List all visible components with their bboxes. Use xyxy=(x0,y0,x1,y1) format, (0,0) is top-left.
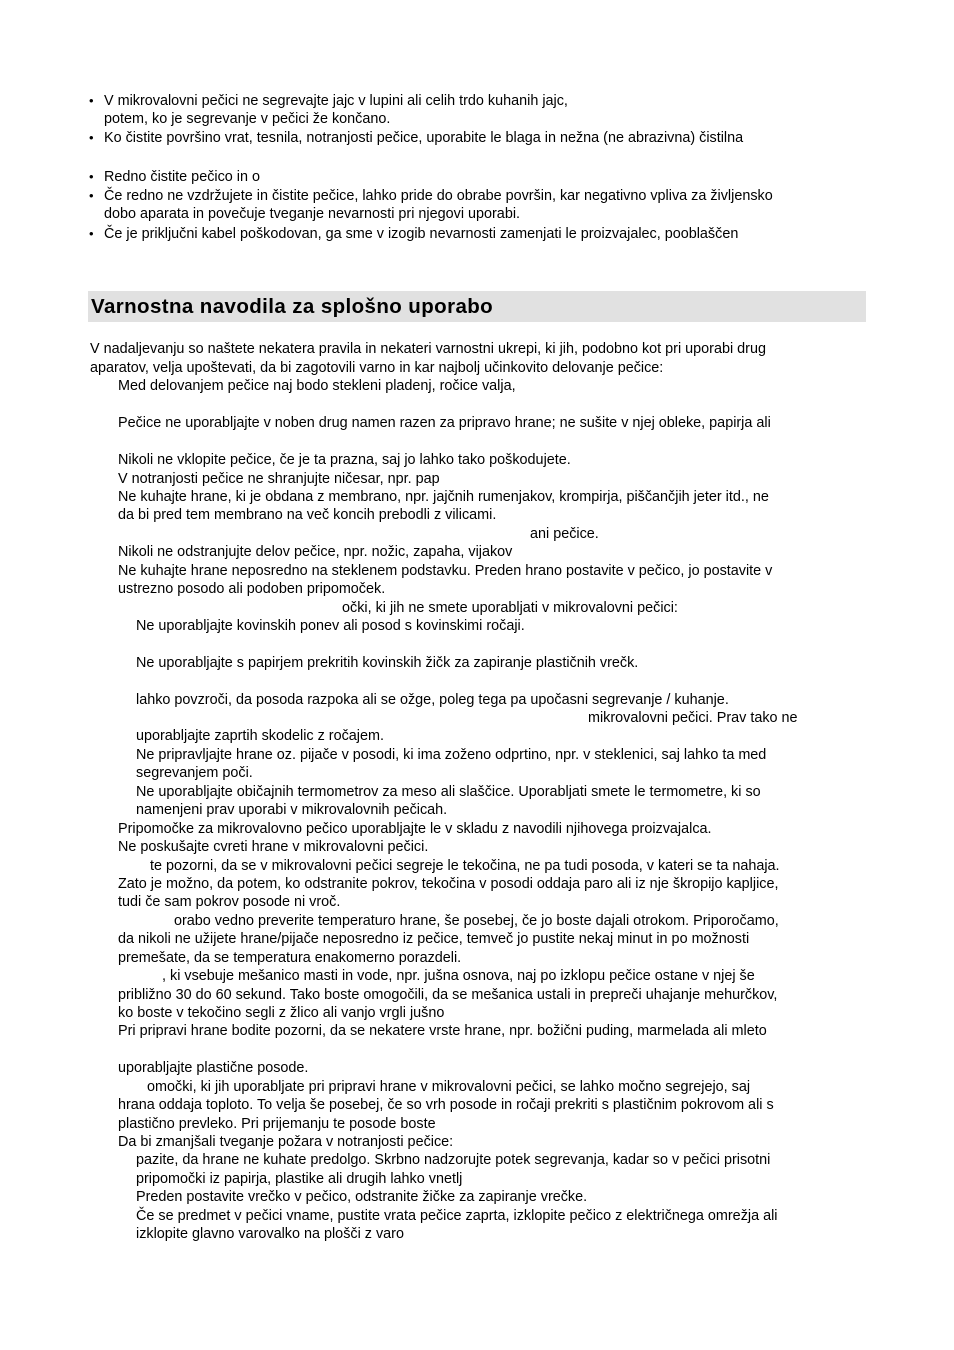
bullet-marker: • xyxy=(89,130,94,145)
text-line: Ne uporabljajte s papirjem prekritih kovinskih žičk za zapiranje plastičnih vrečk. xyxy=(136,655,639,671)
text-line: Če se predmet v pečici vname, pustite vrata pečice zaprta, izklopite pečico z električnega omrežja ali xyxy=(136,1208,778,1224)
text-line: tudi če sam pokrov posode ni vroč. xyxy=(118,894,341,910)
text-line: Da bi zmanjšali tveganje požara v notranjosti pečice: xyxy=(118,1134,454,1150)
text-line: da nikoli ne užijete hrane/pijače neposredno iz pečice, temveč jo pustite nekaj minut in po možnosti xyxy=(118,931,750,947)
text-line: ustrezno posodo ali podoben pripomoček. xyxy=(118,581,386,597)
text-line: Med delovanjem pečice naj bodo stekleni pladenj, ročice valja, xyxy=(118,378,516,394)
section-title: Varnostna navodila za splošno uporabo xyxy=(91,295,494,318)
text-line: segrevanjem poči. xyxy=(136,765,253,781)
text-line: mikrovalovni pečici. Prav tako ne xyxy=(588,710,798,726)
text-line: Ne poskušajte cvreti hrane v mikrovalovni pečici. xyxy=(118,839,429,855)
text-line: Pri pripravi hrane bodite pozorni, da se nekatere vrste hrane, npr. božični puding, marmelada ali mleto xyxy=(118,1023,767,1039)
text-line: Pečice ne uporabljajte v noben drug namen razen za pripravo hrane; ne sušite v njej obleke, papirja ali xyxy=(118,415,771,431)
text-line: ko boste v tekočino segli z žlico ali vanjo vrgli jušno xyxy=(118,1005,445,1021)
text-line: lahko povzroči, da posoda razpoka ali se ožge, poleg tega pa upočasni segrevanje / kuhanje. xyxy=(136,692,729,708)
text-line: Pripomočke za mikrovalovno pečico uporabljajte le v skladu z navodili njihovega proizvajalca. xyxy=(118,821,712,837)
text-line: Zato je možno, da potem, ko odstranite pokrov, tekočina v posodi oddaja paro ali iz nje škropijo kapljice, xyxy=(118,876,779,892)
text-line: Ne uporabljajte običajnih termometrov za meso ali slaščice. Uporabljati smete le termometre, ki so xyxy=(136,784,761,800)
text-line: Preden postavite vrečko v pečico, odstranite žičke za zapiranje vrečke. xyxy=(136,1189,588,1205)
bullet-marker: • xyxy=(89,188,94,203)
text-line: V nadaljevanju so naštete nekatera pravila in nekateri varnostni ukrepi, ki jih, podobno kot pri uporabi drug xyxy=(90,341,766,357)
text-line: Nikoli ne vklopite pečice, če je ta prazna, saj jo lahko tako poškodujete. xyxy=(118,452,571,468)
text-line: Ne kuhajte hrane, ki je obdana z membrano, npr. jajčnih rumenjakov, krompirja, piščančjih jeter itd., ne xyxy=(118,489,769,505)
text-line: da bi pred tem membrano na več koncih prebodli z vilicami. xyxy=(118,507,497,523)
text-line: plastično prevleko. Pri prijemanju te posode boste xyxy=(118,1116,436,1132)
text-line: Ne pripravljajte hrane oz. pijače v posodi, ki ima zoženo odprtino, npr. v steklenici, saj lahko ta med xyxy=(136,747,767,763)
text-line: , ki vsebuje mešanico masti in vode, npr. jušna osnova, naj po izklopu pečice ostane v njej še xyxy=(162,968,755,984)
text-line: aparatov, velja upoštevati, da bi zagotovili varno in kar najbolj učinkovito delovanje pečice: xyxy=(90,360,664,376)
bullet-line: V mikrovalovni pečici ne segrevajte jajc v lupini ali celih trdo kuhanih jajc, xyxy=(104,93,568,109)
text-line: Ne kuhajte hrane neposredno na steklenem podstavku. Preden hrano postavite v pečico, jo postavite v xyxy=(118,563,773,579)
bullet-marker: • xyxy=(89,226,94,241)
bullet-line: Če redno ne vzdržujete in čistite pečice, lahko pride do obrabe površin, kar negativno vpliva za življensko xyxy=(104,188,773,204)
bullet-line: Če je priključni kabel poškodovan, ga sme v izogib nevarnosti zamenjati le proizvajalec, pooblaščen xyxy=(104,226,739,242)
bullet-marker: • xyxy=(89,93,94,108)
bullet-marker: • xyxy=(89,169,94,184)
text-line: Nikoli ne odstranjujte delov pečice, npr. nožic, zapaha, vijakov xyxy=(118,544,513,560)
text-line: približno 30 do 60 sekund. Tako boste omogočili, da se mešanica ustali in prepreči uhajanje mehurčkov, xyxy=(118,987,778,1003)
bullet-line: Redno čistite pečico in o xyxy=(104,169,260,185)
text-line: te pozorni, da se v mikrovalovni pečici segreje le tekočina, ne pa tudi posoda, v kateri se ta nahaja. xyxy=(150,858,780,874)
text-line: uporabljajte plastične posode. xyxy=(118,1060,309,1076)
text-line: izklopite glavno varovalko na plošči z varo xyxy=(136,1226,404,1242)
text-line: namenjeni prav uporabi v mikrovalovnih pečicah. xyxy=(136,802,448,818)
text-line: očki, ki jih ne smete uporabljati v mikrovalovni pečici: xyxy=(342,600,678,616)
text-line: orabo vedno preverite temperaturo hrane, še posebej, če jo boste dajali otrokom. Priporočamo, xyxy=(174,913,779,929)
text-line: pazite, da hrane ne kuhate predolgo. Skrbno nadzorujte potek segrevanja, kadar so v pečici prisotni xyxy=(136,1152,771,1168)
bullet-line: potem, ko je segrevanje v pečici že končano. xyxy=(104,111,391,127)
text-line: pripomočki iz papirja, plastike ali drugih lahko vnetlj xyxy=(136,1171,463,1187)
text-line: premešate, da se temperatura enakomerno porazdeli. xyxy=(118,950,462,966)
bullet-line: dobo aparata in povečuje tveganje nevarnosti pri njegovi uporabi. xyxy=(104,206,521,222)
text-line: V notranjosti pečice ne shranjujte ničesar, npr. pap xyxy=(118,471,440,487)
text-line: Ne uporabljajte kovinskih ponev ali posod s kovinskimi ročaji. xyxy=(136,618,525,634)
text-line: omočki, ki jih uporabljate pri pripravi hrane v mikrovalovni pečici, se lahko močno segrejejo, saj xyxy=(147,1079,751,1095)
text-line: hrana oddaja toploto. To velja še posebej, če so vrh posode in ročaji prekriti s plastičnim pokrovom ali s xyxy=(118,1097,774,1113)
text-line: uporabljajte zaprtih skodelic z ročajem. xyxy=(136,728,384,744)
bullet-line: Ko čistite površino vrat, tesnila, notranjosti pečice, uporabite le blaga in nežna (ne abrazivna) čistilna xyxy=(104,130,744,146)
text-line: ani pečice. xyxy=(530,526,599,542)
